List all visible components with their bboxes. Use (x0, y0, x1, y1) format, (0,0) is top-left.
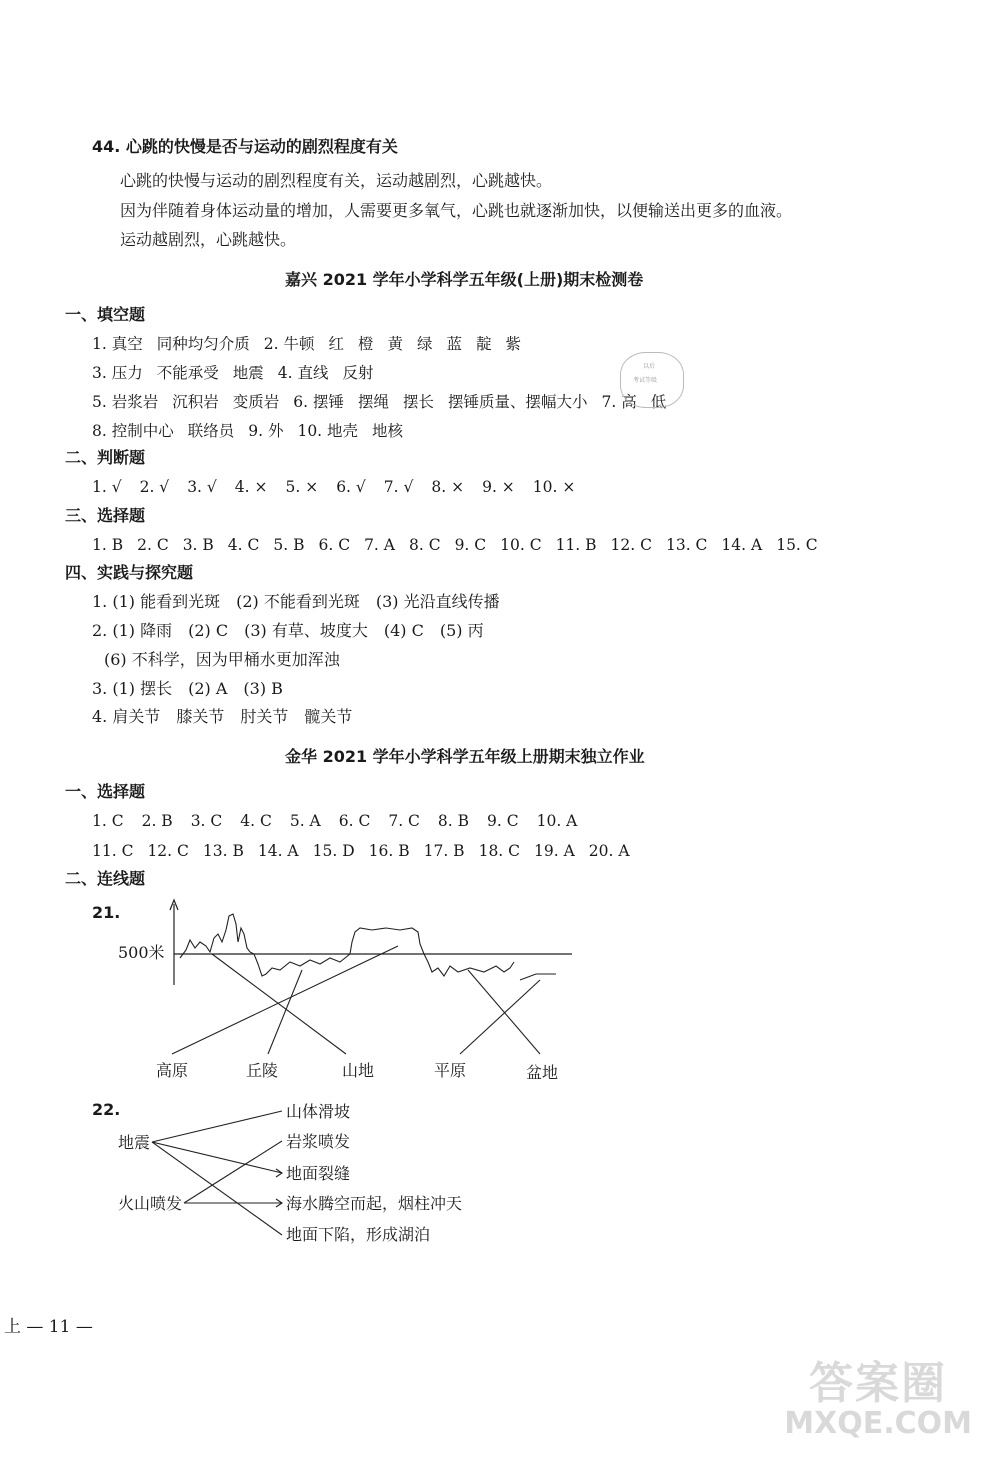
left-item-earthquake: 地震 (118, 1133, 151, 1152)
answer-item: 3. B (182, 536, 214, 554)
answer-item: 9. × (482, 478, 515, 496)
exam1-title: 嘉兴 2021 学年小学科学五年级(上册)期末检测卷 (285, 270, 644, 289)
q22-matching-lines (152, 1111, 282, 1235)
answer-item: 红 (328, 335, 344, 353)
answer-item: 6. C (318, 536, 351, 554)
exam1-practice-line-5: 4. 肩关节 膝关节 肘关节 髋关节 (92, 707, 353, 726)
watermark-text: 答案圈 (809, 1358, 948, 1409)
answer-item: 13. C (665, 536, 708, 554)
answer-item: 靛 (476, 335, 492, 353)
exam1-s2-heading: 二、判断题 (65, 448, 146, 467)
disaster-matching-diagram (0, 1095, 520, 1255)
q44-title: 44. 心跳的快慢是否与运动的剧烈程度有关 (92, 137, 398, 156)
answer-item: 同种均匀介质 (156, 335, 250, 353)
answer-item: 3. C (190, 812, 223, 830)
answer-item: 2. C (137, 536, 169, 554)
answer-item: 摆长 (402, 393, 434, 411)
answer-item: 紫 (505, 335, 522, 353)
q44-line-2: 因为伴随着身体运动量的增加，人需要更多氧气，心跳也就逐渐加快，以便输送出更多的血液。 (120, 201, 793, 220)
answer-item: 7. C (388, 812, 420, 830)
answer-item: 变质岩 (232, 393, 280, 411)
right-item-subsidence-lake: 地面下陷，形成湖泊 (286, 1225, 431, 1244)
exam2-choice-row-2 (92, 841, 644, 861)
answer-item: 1. 真空 (92, 335, 143, 353)
terrain-label-plain: 平原 (434, 1061, 467, 1080)
right-item-landslide: 山体滑坡 (286, 1102, 351, 1121)
answer-item: 绿 (417, 335, 433, 353)
exam1-judge-row (92, 477, 593, 497)
answer-item: 地震 (232, 364, 264, 382)
exam1-practice-line-1: 1. (1) 能看到光斑 (2) 不能看到光斑 (3) 光沿直线传播 (92, 592, 500, 611)
terrain-label-mountain: 山地 (342, 1061, 375, 1080)
q21-number: 21. (92, 903, 121, 922)
answer-item: 17. B (423, 842, 465, 860)
answer-item: 低 (650, 393, 667, 411)
answer-item: 1. √ (92, 478, 122, 496)
terrain-profile (180, 914, 556, 980)
watermark-logo (784, 1360, 972, 1440)
answer-item: 8. B (437, 812, 470, 830)
answer-item: 6. C (338, 812, 371, 830)
exam1-practice-line-2: 2. (1) 降雨 (2) C (3) 有草、坡度大 (4) C (5) 丙 (92, 621, 484, 640)
exam1-practice-line-3: (6) 不科学，因为甲桶水更加浑浊 (104, 650, 340, 669)
exam2-choice-row-1 (92, 811, 595, 831)
answer-item: 2. √ (139, 478, 170, 496)
answer-item: 5. B (273, 536, 305, 554)
exam1-s3-heading: 三、选择题 (65, 506, 146, 525)
answer-item: 3. √ (187, 478, 217, 496)
answer-item: 8. × (431, 478, 465, 496)
answer-item: 黄 (387, 335, 403, 353)
answer-item: 反射 (342, 364, 374, 382)
terrain-label-hills: 丘陵 (246, 1061, 279, 1080)
answer-item: 20. A (588, 842, 630, 860)
answer-item: 16. B (368, 842, 410, 860)
exam2-s2-heading: 二、连线题 (65, 869, 146, 888)
answer-item: 8. 控制中心 (92, 422, 174, 440)
answer-item: 18. C (478, 842, 521, 860)
exam1-fill-row-1 (92, 334, 535, 354)
answer-item: 4. × (234, 478, 268, 496)
right-item-magma: 岩浆喷发 (286, 1132, 351, 1151)
answer-item: 7. √ (383, 478, 414, 496)
answer-item: 4. C (240, 812, 272, 830)
exam2-title: 金华 2021 学年小学科学五年级上册期末独立作业 (285, 747, 645, 766)
terrain-label-plateau: 高原 (156, 1061, 189, 1080)
answer-item: 2. B (141, 812, 173, 830)
exam1-practice-line-4: 3. (1) 摆长 (2) A (3) B (92, 679, 283, 698)
answer-item: 2. 牛顿 (263, 335, 315, 353)
stamp-seal (620, 352, 684, 408)
answer-item: 5. 岩浆岩 (92, 393, 159, 411)
answer-item: 14. A (721, 536, 763, 554)
answer-item: 12. C (147, 842, 189, 860)
answer-item: 13. B (202, 842, 244, 860)
answer-item: 10. A (536, 812, 578, 830)
answer-item: 4. 直线 (277, 364, 329, 382)
answer-item: 1. C (92, 812, 124, 830)
y-axis-label-500m: 500米 (118, 943, 165, 962)
terrain-matching-diagram (0, 890, 620, 1090)
answer-item: 蓝 (446, 335, 463, 353)
answer-item: 1. B (92, 536, 124, 554)
answer-item: 5. × (285, 478, 319, 496)
answer-item: 10. × (532, 478, 576, 496)
page-number: 上 — 11 — (4, 1317, 93, 1337)
exam1-fill-row-2 (92, 363, 387, 383)
answer-item: 不能承受 (156, 364, 219, 382)
answer-item: 3. 压力 (92, 364, 143, 382)
stamp-text-2: 考试等级 (633, 377, 658, 384)
watermark-url: MXQE.COM (784, 1406, 972, 1441)
exam2-s1-heading: 一、选择题 (65, 782, 146, 801)
answer-item: 8. C (408, 536, 441, 554)
q44-line-1: 心跳的快慢与运动的剧烈程度有关，运动越剧烈，心跳越快。 (120, 171, 553, 190)
right-item-ground-crack: 地面裂缝 (286, 1164, 351, 1183)
exam1-choice-row (92, 535, 832, 555)
answer-item: 6. √ (336, 478, 366, 496)
answer-item: 沉积岩 (172, 393, 219, 411)
exam1-s4-heading: 四、实践与探究题 (65, 563, 194, 582)
left-item-volcano: 火山喷发 (118, 1194, 183, 1213)
terrain-label-basin: 盆地 (526, 1063, 559, 1082)
answer-item: 11. B (555, 536, 597, 554)
answer-item: 地核 (372, 422, 404, 440)
answer-item: 7. 高 (601, 393, 637, 411)
answer-item: 摆锤质量、摆幅大小 (448, 393, 588, 411)
exam1-s1-heading: 一、填空题 (65, 305, 146, 324)
answer-item: 摆绳 (357, 393, 389, 411)
answer-item: 10. C (500, 536, 542, 554)
answer-item: 7. A (364, 536, 395, 554)
answer-item: 橙 (357, 335, 374, 353)
answer-item: 9. C (487, 812, 519, 830)
answer-item: 15. C (776, 536, 818, 554)
exam1-fill-row-4 (92, 421, 417, 441)
q22-number: 22. (92, 1100, 121, 1119)
stamp-text-1: 以后 (643, 363, 656, 370)
answer-item: 14. A (257, 842, 299, 860)
answer-item: 10. 地壳 (297, 422, 359, 440)
answer-item: 12. C (610, 536, 652, 554)
answer-item: 6. 摆锤 (293, 393, 344, 411)
answer-item: 联络员 (187, 422, 235, 440)
exam1-fill-row-3 (92, 392, 680, 412)
answer-item: 9. C (454, 536, 487, 554)
answer-item: 19. A (534, 842, 575, 860)
answer-item: 15. D (312, 842, 355, 860)
q44-line-3: 运动越剧烈，心跳越快。 (120, 230, 297, 249)
answer-item: 4. C (227, 536, 260, 554)
q21-matching-lines (172, 946, 540, 1054)
answer-item: 11. C (92, 842, 134, 860)
answer-item: 9. 外 (248, 422, 284, 440)
answer-item: 5. A (289, 812, 321, 830)
right-item-seawater-smoke: 海水腾空而起，烟柱冲天 (286, 1194, 463, 1213)
